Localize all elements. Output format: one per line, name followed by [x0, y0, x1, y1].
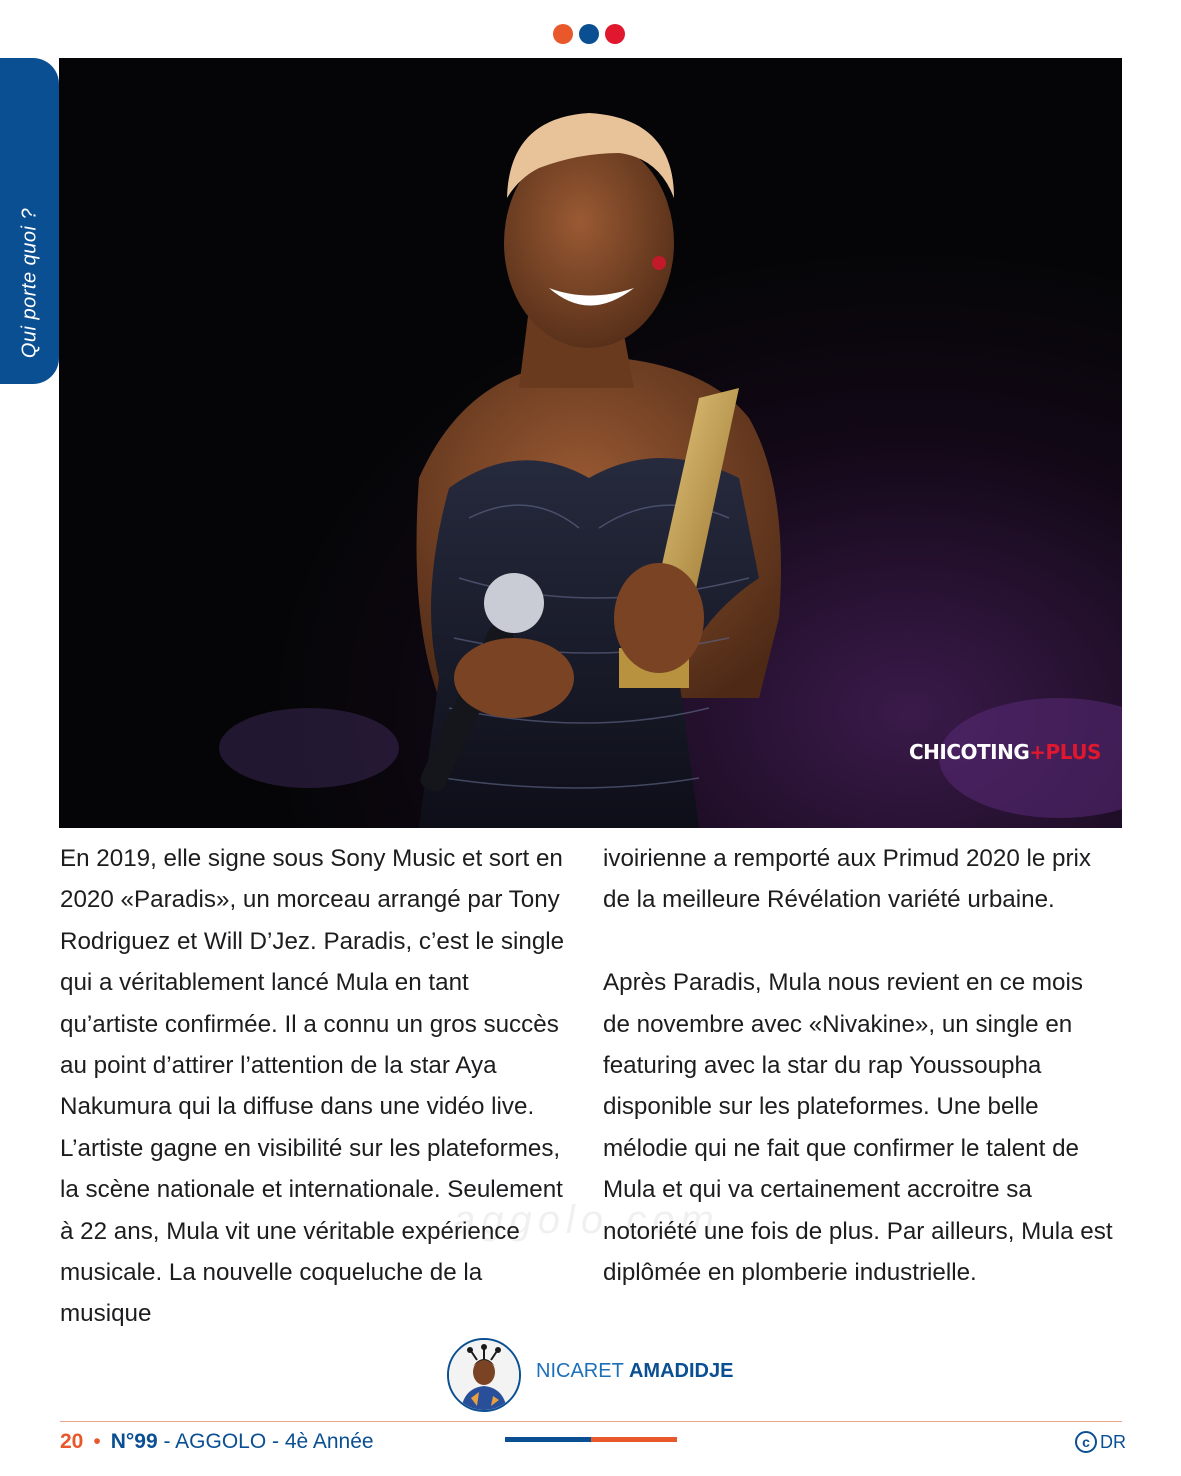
footer-rule — [60, 1421, 1122, 1422]
header-dots — [553, 24, 625, 44]
author-avatar — [447, 1338, 521, 1412]
footer-info — [60, 1430, 374, 1454]
issue-number: N°99 — [110, 1430, 158, 1453]
copyright-label: DR — [1100, 1431, 1126, 1452]
paragraph-spacer — [603, 921, 1115, 962]
red-dot — [605, 24, 625, 44]
publication-name: - AGGOLO - 4è Année — [157, 1430, 374, 1453]
photo-credit-main: CHICOTING — [909, 740, 1030, 764]
footer-bar-blue — [505, 1437, 591, 1442]
page-number: 20 — [60, 1430, 84, 1453]
author-name — [536, 1360, 733, 1383]
photo-credit — [909, 740, 1101, 764]
section-label: Qui porte quoi ? — [18, 207, 41, 359]
author-last-name: AMADIDJE — [628, 1360, 734, 1382]
right-paragraph-2: Après Paradis, Mula nous revient en ce mois de novembre avec «Nivakine», un single en featuring avec la star du rap Youssoupha disponible sur les plateformes. Une belle mélodie qui ne fait que confirmer le talent de Mula et qui va certainement accroitre sa notoriété une fois de plus. Par ailleurs, Mula est diplômée en plomberie industrielle. — [603, 969, 1113, 1287]
author-portrait-icon — [449, 1340, 519, 1410]
singer-photo-illustration — [59, 58, 1122, 828]
photo-credit-plus: +PLUS — [1029, 740, 1101, 764]
article-photo — [59, 58, 1122, 828]
orange-dot — [553, 24, 573, 44]
footer-bar-orange — [591, 1437, 677, 1442]
section-tab — [0, 58, 59, 384]
article-column-left — [60, 838, 572, 1335]
watermark: aggolo.com — [453, 1198, 720, 1242]
copyright-icon: c — [1075, 1431, 1097, 1453]
blue-dot — [579, 24, 599, 44]
copyright — [1075, 1431, 1126, 1453]
right-paragraph-1: ivoirienne a remporté aux Primud 2020 le prix de la meilleure Révélation variété urbaine. — [603, 845, 1092, 914]
left-paragraph: En 2019, elle signe sous Sony Music et sort en 2020 «Paradis», un morceau arrangé par Tony Rodriguez et Will D’Jez. Paradis, c’est le single qui a véritablement lancé Mula en tant qu’artiste confirmée. Il a connu un gros succès au point d’attirer l’attention de la star Aya Nakumura qui la diffuse dans une vidéo live. L’artiste gagne en visibilité sur les plateformes, la scène nationale et internationale. Seulement à 22 ans, Mula vit une véritable expérience musicale. La nouvelle coqueluche de la musique — [60, 845, 565, 1328]
footer-bullet: • — [93, 1430, 101, 1453]
author-first-name: NICARET — [536, 1360, 624, 1382]
